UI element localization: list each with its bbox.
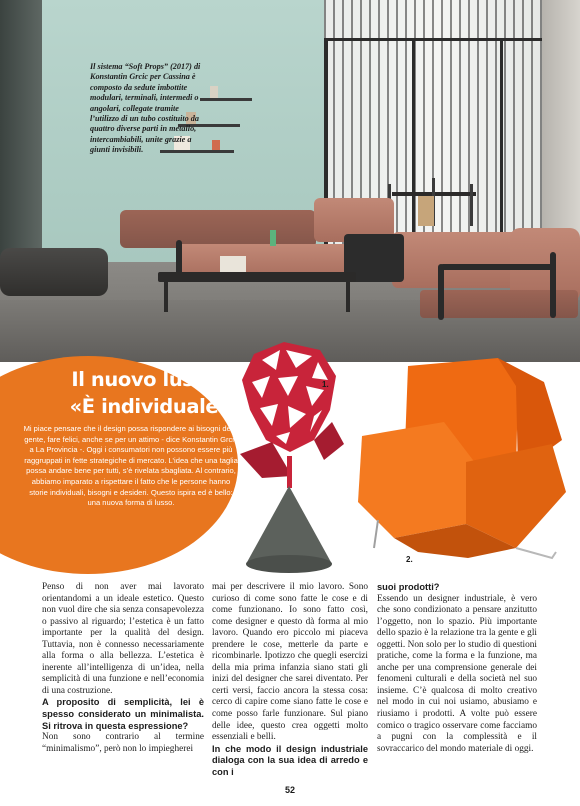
concrete-column <box>542 0 580 262</box>
paragraph: mai per descrivere il mio lavoro. Sono curioso di come sono fatte le cose e di come funzionano. Io sono fatto così, come designer e questo dà forma al mio lavoro. Quando ero piccolo mi piaceva prendere le cose, metterle da parte e ricombinarle. Ipotizzo che quegli esercizi della mia prima infanzia siano stati gli inizi del designer che sarei diventato. Per certi versi, faccio ancora la stessa cosa: cerco di capire come siano fatte le cose e come posso farle funzionare. Sul piano delle idee, questo crea oggetti molto essenziali e belli. <box>212 582 368 743</box>
coffee-table <box>158 272 356 282</box>
room-photo <box>0 0 580 362</box>
chair-leg <box>374 520 378 548</box>
sofa-back <box>120 210 316 248</box>
interview-question: In che modo il design industriale dialoga con la sua idea di arredo e con i <box>212 743 368 777</box>
text-column-1 <box>42 582 204 755</box>
paragraph: Penso di non aver mai lavorato orientandomi a un ideale estetico. Questo non vuol dire che sia senza consapevolezza o passivo al riguardo; l’estetica è un fatto importante per la qualità del design. Tuttavia, non è connesso necessariamente alla forma o alla bellezza. L’estetica è inerente all’intelligenza di un’idea, nella semplicità di una funzione e nell’economia di una costruzione. <box>42 582 204 696</box>
text-column-2 <box>212 582 368 778</box>
chair-stem <box>287 456 292 488</box>
headline-line-2: «È individuale» <box>69 395 231 418</box>
chair-two-photo <box>348 352 580 572</box>
text-column-3 <box>377 582 537 755</box>
coffee-table-leg <box>164 282 168 312</box>
metal-tube <box>438 264 444 320</box>
window-frame <box>412 38 415 262</box>
vase <box>212 140 220 150</box>
green-bottle <box>270 230 276 246</box>
metal-tube <box>440 264 556 270</box>
headline-line-1: Il nuovo lusso? <box>71 368 229 391</box>
window-frame <box>500 38 503 262</box>
table-base <box>418 196 434 226</box>
coffee-table-leg <box>346 282 350 312</box>
chair-one-photo <box>232 336 348 576</box>
metal-tube <box>550 252 556 318</box>
image-label-1: 1. <box>322 380 329 389</box>
page-number: 52 <box>284 785 295 795</box>
books <box>220 256 246 272</box>
concrete-base <box>246 486 332 564</box>
dark-pouf <box>0 248 108 296</box>
paragraph: Essendo un designer industriale, è vero che sono condizionato a pensare anzitutto l’oggetto, non lo spazio. Più importante dello spazio è la relazione tra la gente e gli oggetti. Non solo per lo studio di questioni pratiche, come la forma e la funzione, ma anche per una comprensione generale dei fenomeni culturali e della società nel suo insieme. C’è qualcosa di molto creativo nel modo in cui noi usiamo, abusiamo e riusiamo i prodotti. A volte può essere comico o tragico osservare come facciamo a pugni con la complessità e il sovraccarico del mondo materiale di oggi. <box>377 593 537 754</box>
concrete-base-bottom <box>246 555 332 573</box>
image-label-2: 2. <box>406 555 413 564</box>
vase <box>210 86 218 98</box>
interview-question: A proposito di semplicità, lei è spesso considerato un minimalista. Si ritrova in questa espressione? <box>42 697 204 731</box>
orange-armchair <box>358 358 566 558</box>
chair-leg <box>516 548 556 558</box>
photo-caption: Il sistema “Soft Props” (2017) di Konstantin Grcic per Cassina è composto da sedute imbottite modulari, terminali, intermedi o angolari, collegate tramite l’utilizzo di un tubo costituito da quattro diverse parti in metallo, intercambiabili, unite grazie a giunti invisibili. <box>90 62 201 155</box>
paragraph: Non sono contrario al termine “minimalismo”, però non lo impiegherei <box>42 732 204 754</box>
pull-quote: Mi piace pensare che il design possa rispondere ai bisogni della gente, fare felici, anche se per un attimo - dice Konstantin Grcic a La Provincia -. Oggi i consumatori non possono essere più raggruppati in fette strategiche di mercato. L’idea che una taglia possa andare bene per tutti, s’è rivelata sbagliata. Al contrario, abbiamo imparato a rispettare il fatto che le persone hanno storie individuali, bisogni e desideri. Questo ispira ed è bello: una nuova forma di lusso. <box>23 424 239 508</box>
interview-question: suoi prodotti? <box>377 582 440 592</box>
headline <box>50 366 250 420</box>
dining-chair <box>470 184 473 226</box>
